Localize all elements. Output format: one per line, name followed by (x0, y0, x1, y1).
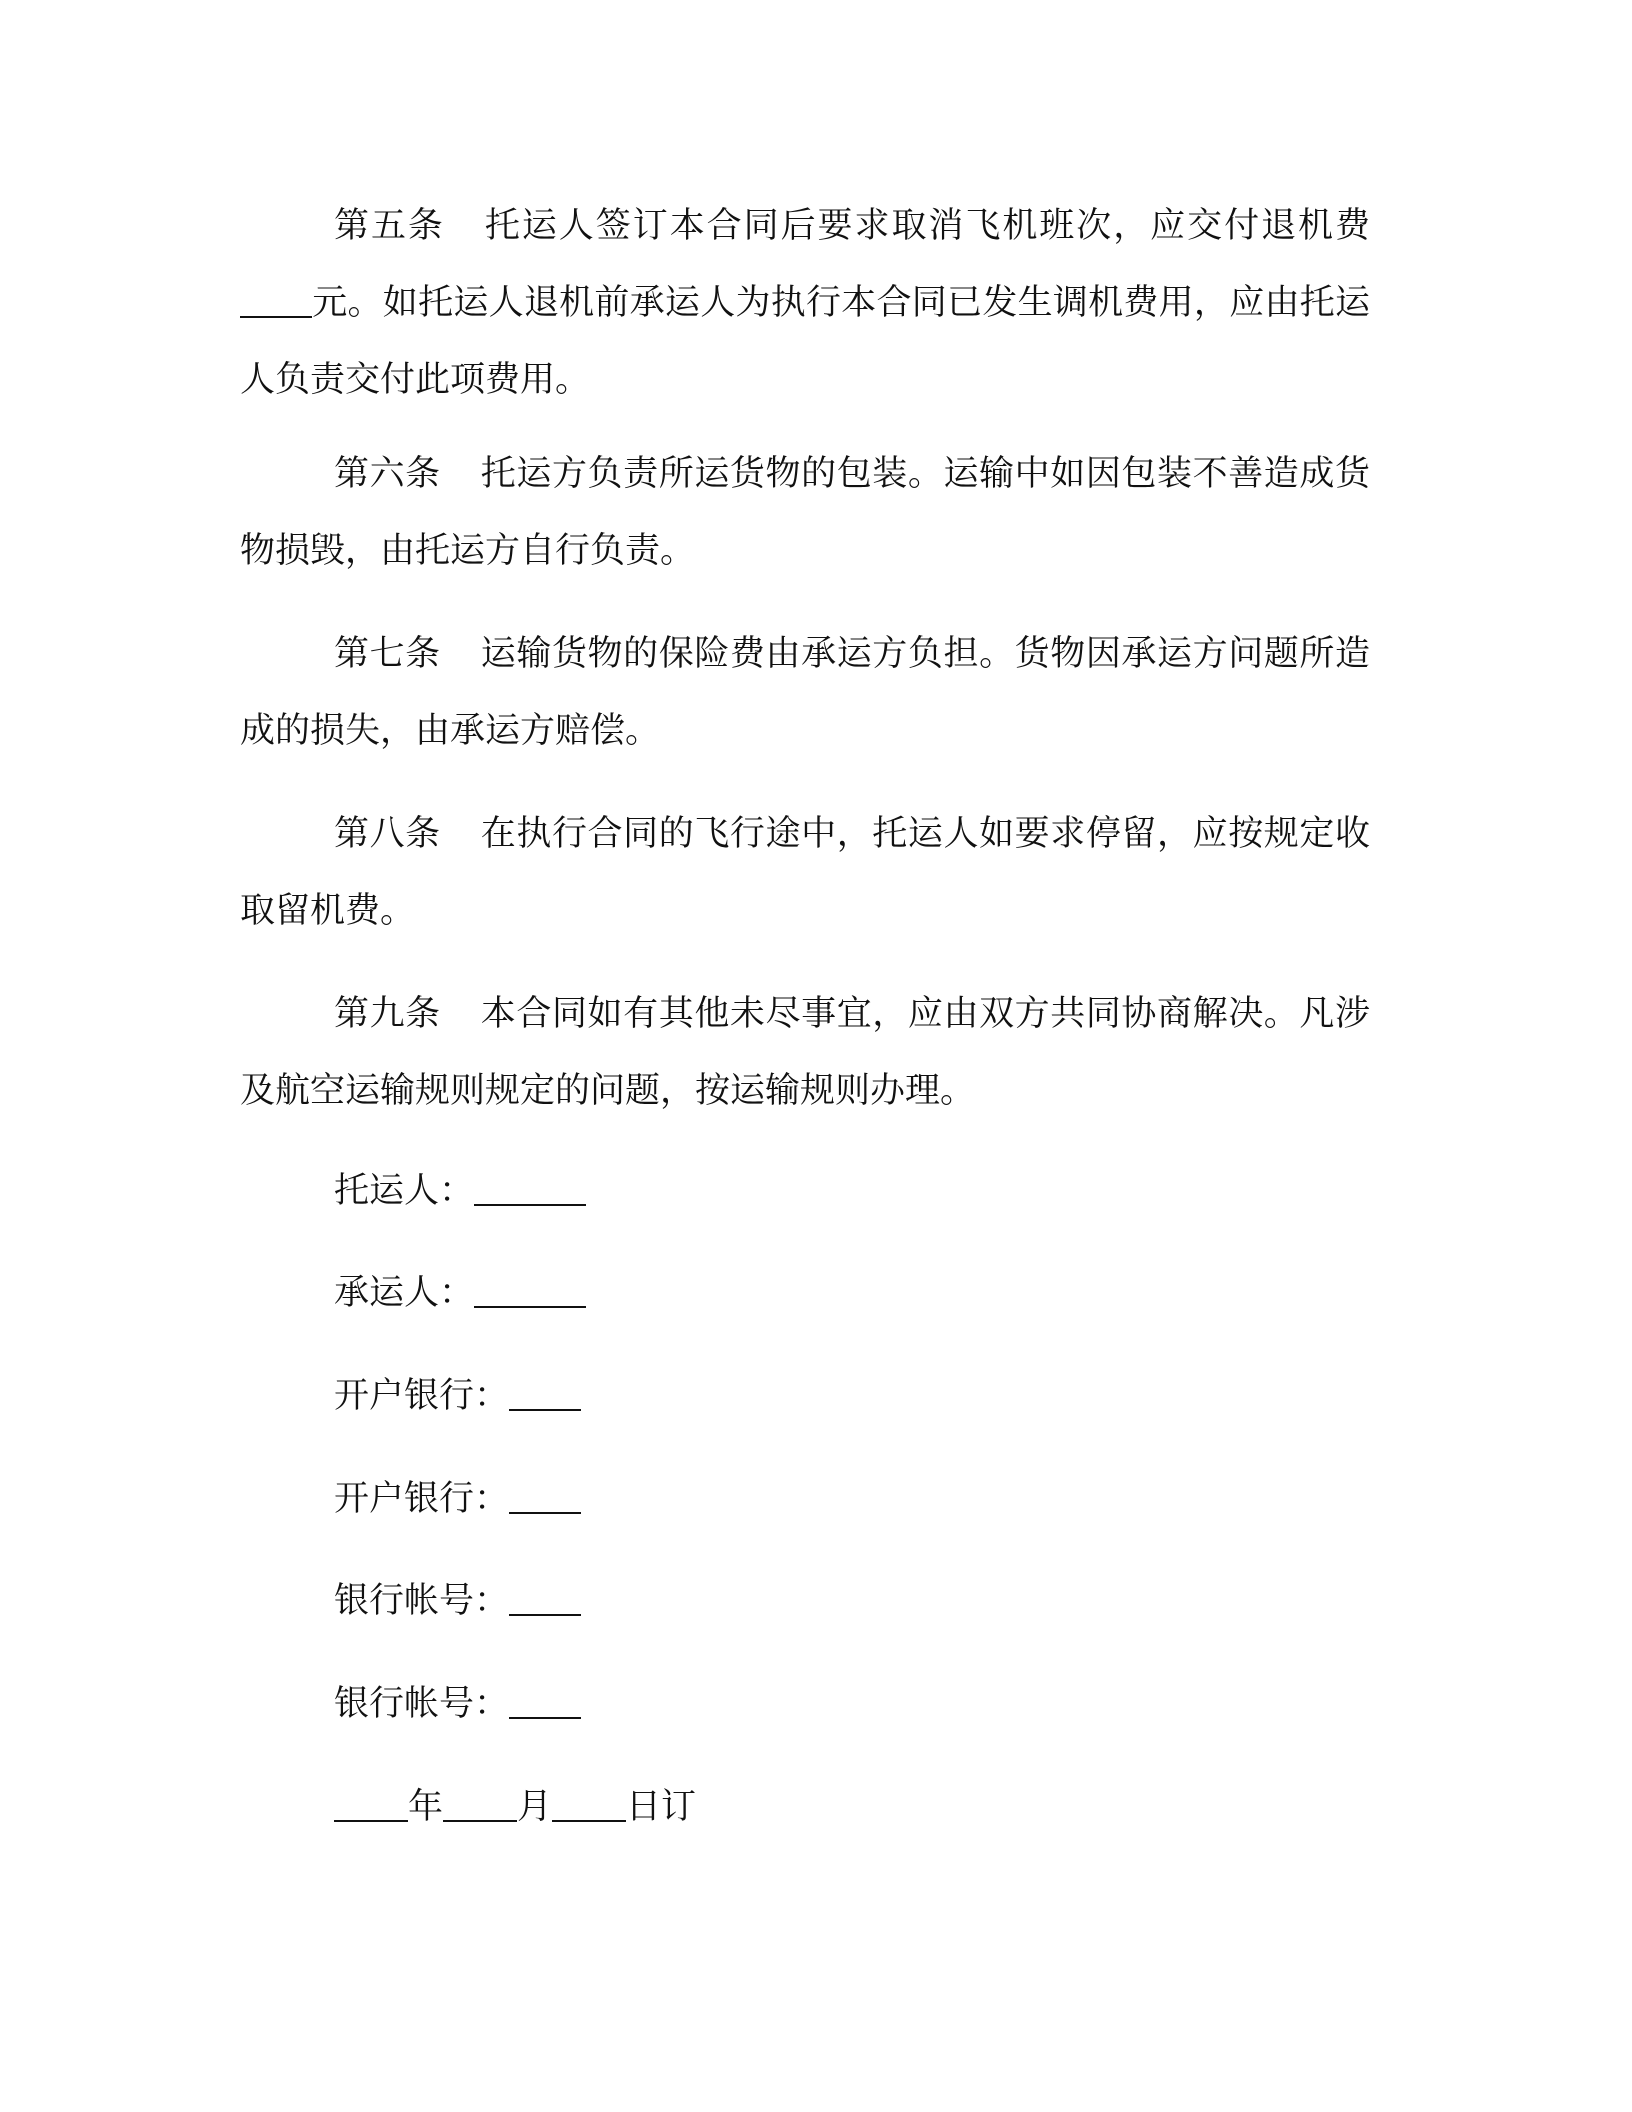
field-label: 银行帐号： (334, 1581, 510, 1621)
article-text-continued: 元。如托运人退机前承运人为执行本合同已发生调机费用，应由托运人负责交付此项费用。 (240, 283, 1370, 400)
bank-blank-1[interactable] (509, 1375, 581, 1411)
year-label: 年 (408, 1787, 444, 1827)
account-field-2 (334, 1679, 581, 1728)
article-text: 托运方负责所运货物的包装。运输中如因包装不善造成货物损毁，由托运方自行负责。 (240, 454, 1370, 571)
article-number: 第八条 (334, 814, 441, 854)
account-field-1 (334, 1576, 581, 1625)
article-text: 托运人签订本合同后要求取消飞机班次，应交付退机费 (484, 206, 1370, 246)
field-label: 承运人： (334, 1273, 475, 1313)
article-text: 运输货物的保险费由承运方负担。货物因承运方问题所造成的损失，由承运方赔偿。 (240, 634, 1370, 751)
signing-date (334, 1782, 696, 1831)
shipper-field (334, 1166, 586, 1215)
month-blank[interactable] (443, 1786, 517, 1822)
article-7 (240, 616, 1370, 770)
field-label: 开户银行： (334, 1376, 510, 1416)
field-label: 托运人： (334, 1171, 475, 1211)
article-5 (240, 188, 1370, 419)
fee-blank[interactable] (240, 282, 312, 318)
article-8 (240, 796, 1370, 950)
account-blank-1[interactable] (509, 1580, 581, 1616)
article-number: 第九条 (334, 994, 441, 1034)
article-6 (240, 436, 1370, 590)
account-blank-2[interactable] (509, 1683, 581, 1719)
day-signed-label: 日订 (626, 1787, 697, 1827)
shipper-blank[interactable] (474, 1170, 586, 1206)
bank-field-2 (334, 1474, 581, 1523)
bank-blank-2[interactable] (509, 1478, 581, 1514)
article-text: 在执行合同的飞行途中，托运人如要求停留，应按规定收取留机费。 (240, 814, 1370, 931)
month-label: 月 (517, 1787, 553, 1827)
article-9 (240, 976, 1370, 1130)
bank-field-1 (334, 1371, 581, 1420)
field-label: 开户银行： (334, 1479, 510, 1519)
article-number: 第七条 (334, 634, 441, 674)
year-blank[interactable] (334, 1786, 408, 1822)
field-label: 银行帐号： (334, 1684, 510, 1724)
article-number: 第五条 (334, 206, 445, 246)
article-number: 第六条 (334, 454, 441, 494)
carrier-field (334, 1268, 586, 1317)
day-blank[interactable] (552, 1786, 626, 1822)
carrier-blank[interactable] (474, 1272, 586, 1308)
article-text: 本合同如有其他未尽事宜，应由双方共同协商解决。凡涉及航空运输规则规定的问题，按运输规则办理。 (240, 994, 1370, 1111)
